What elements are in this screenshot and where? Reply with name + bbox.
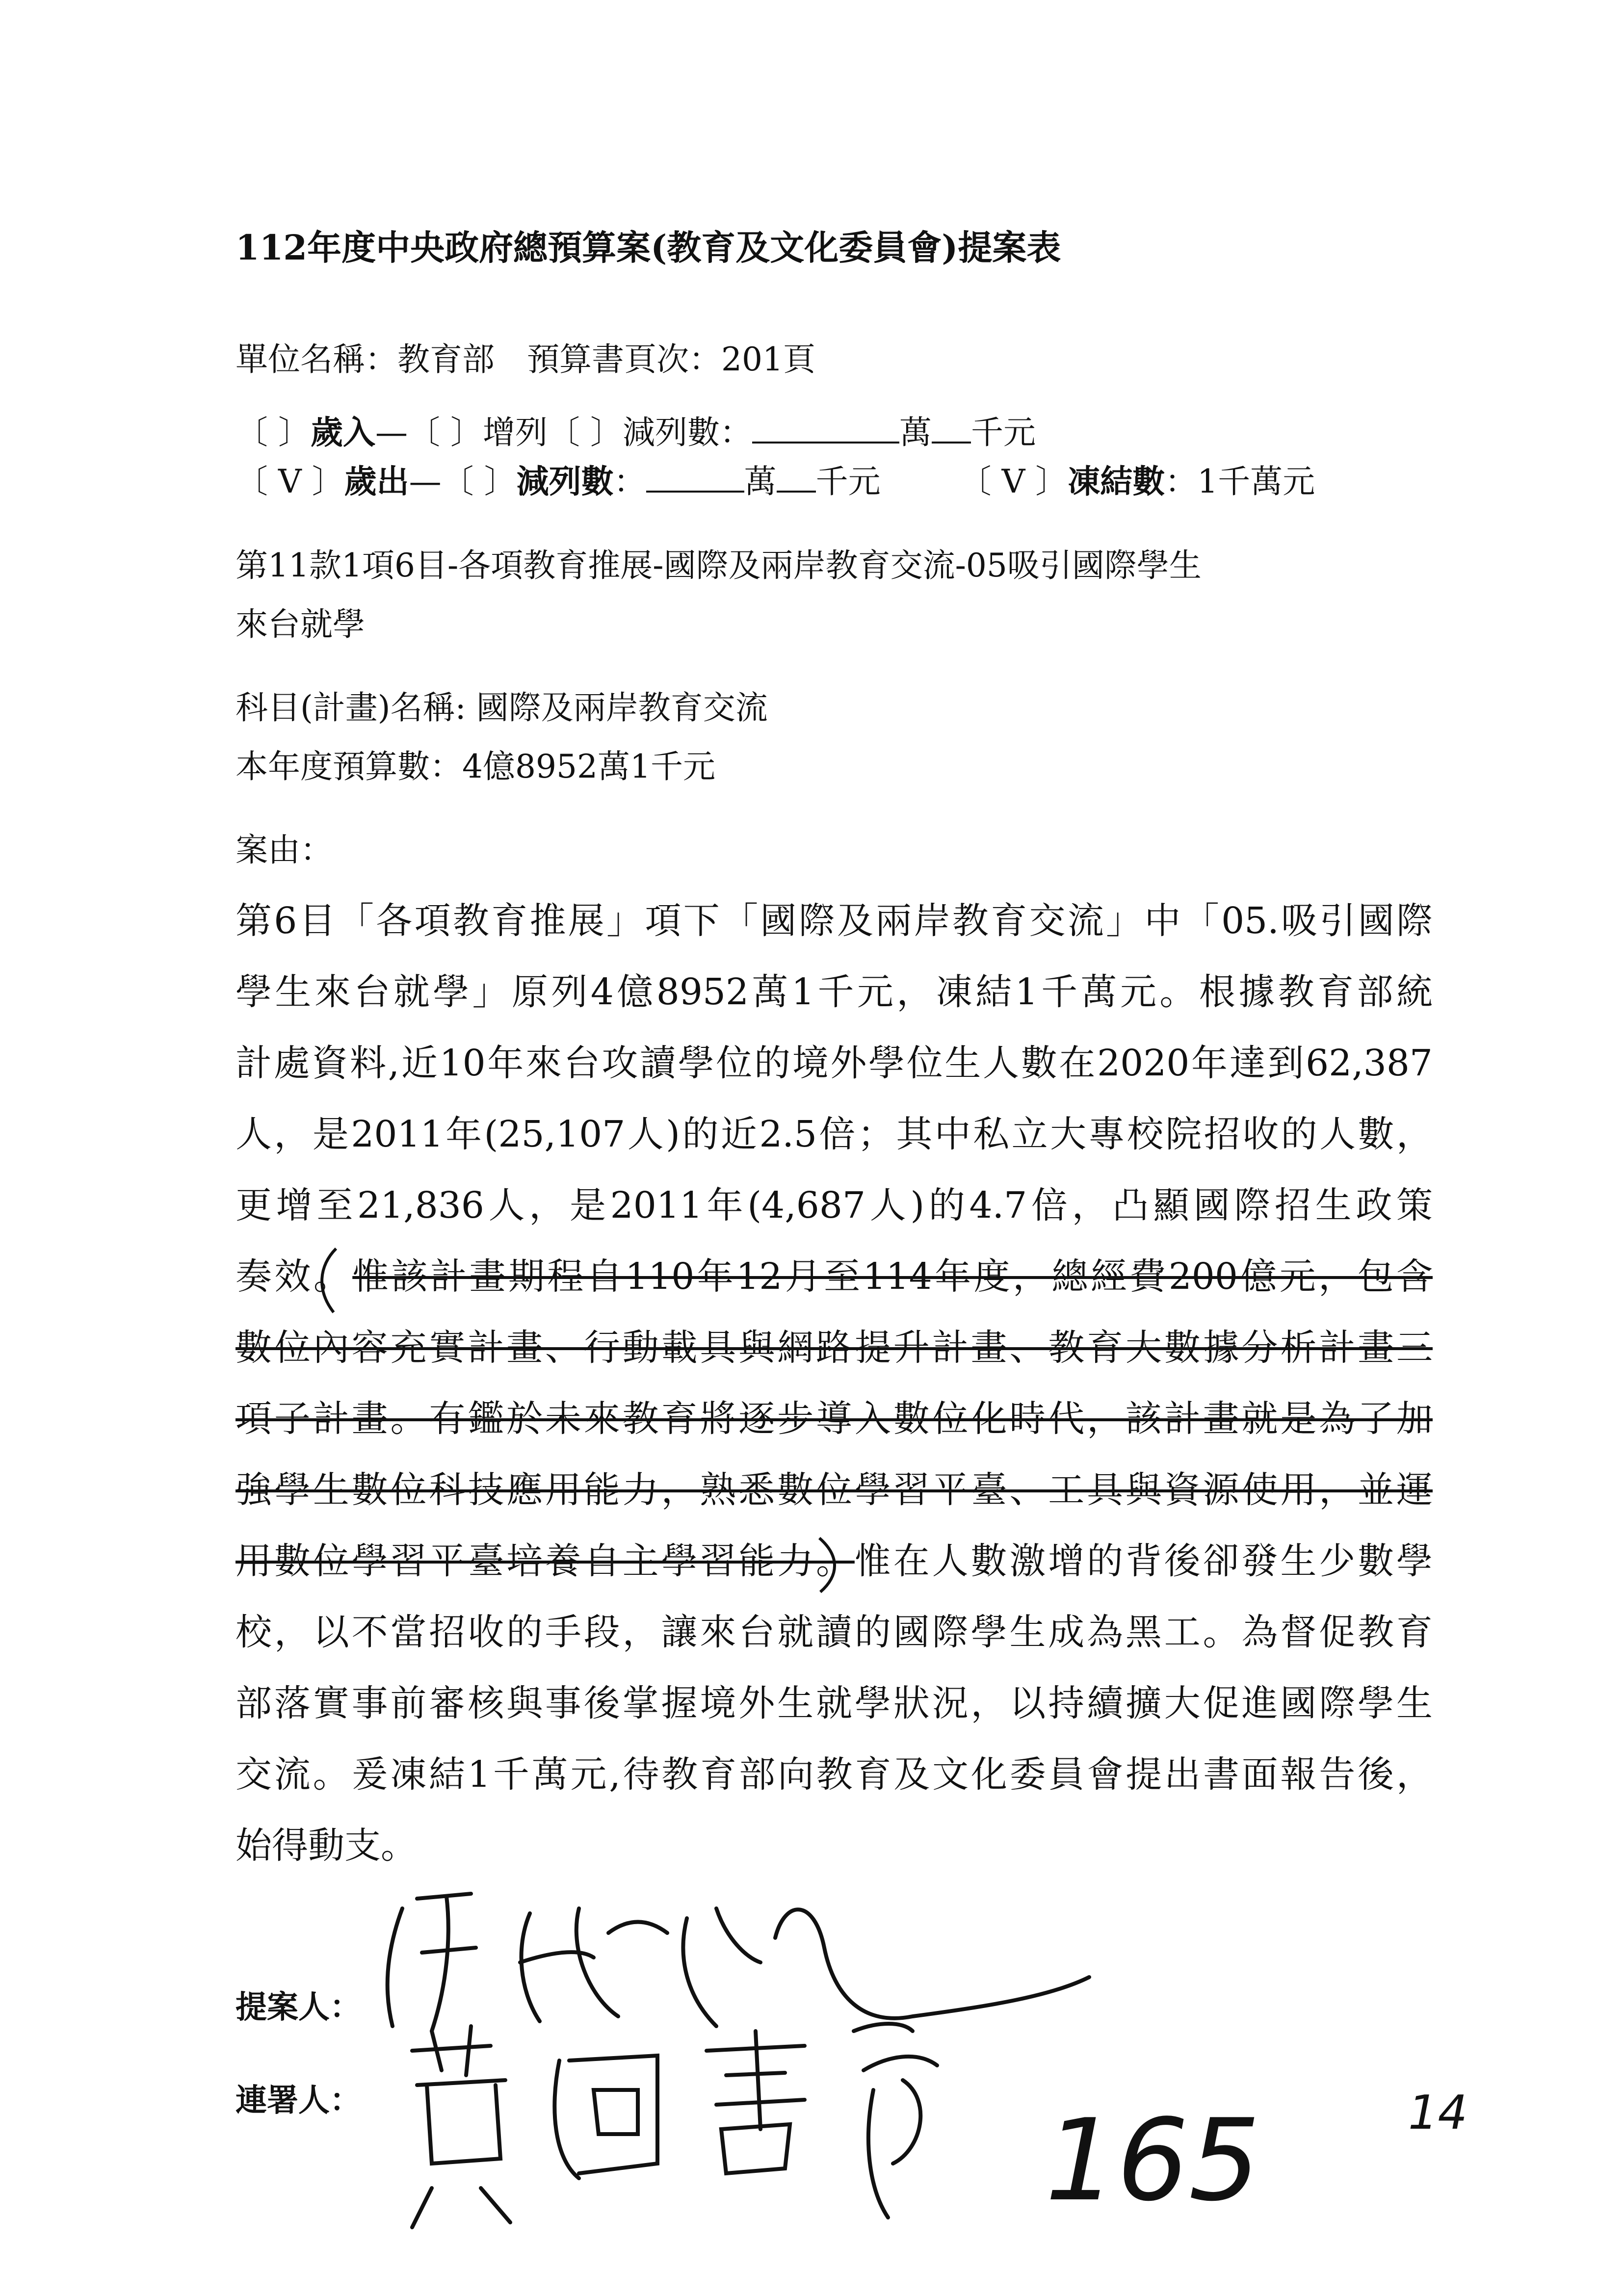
expense-colon: ： (613, 463, 646, 500)
revenue-wan-blank (752, 412, 899, 444)
revenue-line (236, 412, 1036, 449)
expense-wan: 萬 (744, 463, 777, 500)
revenue-checkbox: 〔 〕 (236, 414, 311, 451)
body-line-13: 交流。爰凍結1千萬元,待教育部向教育及文化委員會提出書面報告後， (236, 1753, 1433, 1796)
body-line-6-struck: 惟該計畫期程自110年12月至114年度，總經費200億元，包含 (352, 1255, 1433, 1298)
subject-line: 科目(計畫)名稱: 國際及兩岸教育交流 (236, 689, 768, 727)
expense-line (236, 461, 1315, 498)
document-title: 112年度中央政府總預算案(教育及文化委員會)提案表 (236, 227, 1061, 268)
freeze-label: 凍結數 (1068, 462, 1165, 500)
body-line-14: 始得動支。 (236, 1825, 417, 1867)
body-line-6-normal: 奏效。 (236, 1255, 353, 1298)
freeze-checkbox: 〔 V 〕 (959, 463, 1068, 500)
item-line-2: 來台就學 (236, 605, 365, 643)
close-bracket-mark (814, 1536, 844, 1594)
body-line-10-struck: 用數位學習平臺培養自主學習能力。 (236, 1540, 855, 1582)
expense-wan-blank (646, 461, 744, 493)
body-line-4: 人，是2011年(25,107人)的近2.5倍；其中私立大專校院招收的人數， (236, 1113, 1433, 1155)
reason-label: 案由： (236, 831, 333, 869)
item-line-1: 第11款1項6目-各項教育推展-國際及兩岸教育交流-05吸引國際學生 (236, 547, 1202, 584)
expense-cut-label: 減列數 (516, 462, 614, 500)
expense-checkbox: 〔 V 〕 (236, 463, 344, 500)
unit-line: 單位名稱：教育部 預算書頁次：201頁 (236, 340, 815, 378)
revenue-qian: 千元 (970, 414, 1036, 451)
expense-qian: 千元 (815, 463, 881, 500)
page-number: 165 (1045, 2095, 1260, 2226)
body-line-12: 部落實事前審核與事後掌握境外生就學狀況，以持續擴大促進國際學生 (236, 1682, 1433, 1724)
body-line-11: 校，以不當招收的手段，讓來台就讀的國際學生成為黑工。為督促教育 (236, 1611, 1433, 1653)
revenue-qian-blank (932, 412, 971, 444)
open-bracket-mark (314, 1246, 343, 1315)
cosigner-signature (383, 2002, 1070, 2247)
body-line-3: 計處資料,近10年來台攻讀學位的境外學位生人數在2020年達到62,387 (236, 1042, 1433, 1084)
body-line-10-normal: 惟在人數激增的背後卻發生少數學 (854, 1540, 1433, 1582)
expense-label: 歲出 (344, 462, 409, 500)
expense-dash: —〔 〕 (409, 463, 517, 500)
body-line-1: 第6目「各項教育推展」項下「國際及兩岸教育交流」中「05.吸引國際 (236, 900, 1433, 942)
body-line-9: 強學生數位科技應用能力，熟悉數位學習平臺、工具與資源使用，並運 (236, 1469, 1433, 1511)
cosigner-label: 連署人： (236, 2082, 361, 2119)
revenue-label: 歲入 (310, 413, 375, 451)
page-mark: 14 (1408, 2086, 1467, 2140)
revenue-wan: 萬 (899, 414, 932, 451)
freeze-value: ：1千萬元 (1165, 463, 1315, 500)
revenue-middle: —〔 〕增列〔 〕減列數： (375, 414, 752, 451)
proposer-label: 提案人： (236, 1989, 361, 2026)
body-line-5: 更增至21,836人，是2011年(4,687人)的4.7倍，凸顯國際招生政策 (236, 1184, 1433, 1226)
body-line-8: 項子計畫。有鑑於未來教育將逐步導入數位化時代，該計畫就是為了加 (236, 1398, 1433, 1440)
expense-qian-blank (777, 461, 816, 493)
budget-line: 本年度預算數：4億8952萬1千元 (236, 748, 715, 785)
body-line-7: 數位內容充實計畫、行動載具與網路提升計畫、教育大數據分析計畫三 (236, 1327, 1433, 1369)
body-line-2: 學生來台就學」原列4億8952萬1千元，凍結1千萬元。根據教育部統 (236, 971, 1433, 1013)
body-line-6 (236, 1255, 1433, 1298)
